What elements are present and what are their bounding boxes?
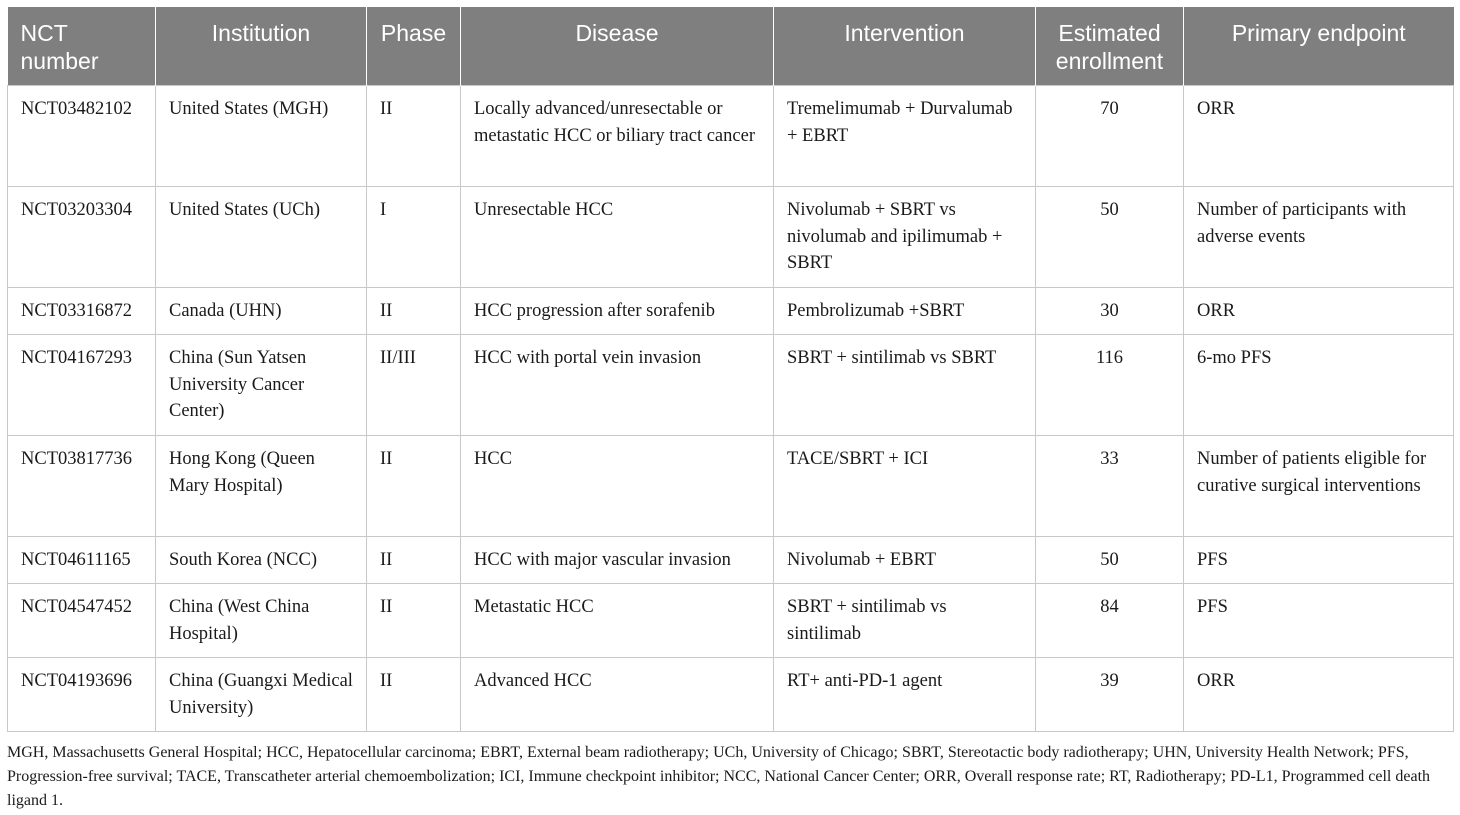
cell-nct-number: NCT04167293 [8, 335, 156, 436]
cell-primary-endpoint: PFS [1184, 584, 1454, 658]
cell-enrollment: 70 [1036, 86, 1184, 187]
cell-intervention: TACE/SBRT + ICI [774, 436, 1036, 537]
cell-phase: II [367, 288, 461, 335]
cell-institution: Canada (UHN) [156, 288, 367, 335]
cell-nct-number: NCT04547452 [8, 584, 156, 658]
cell-enrollment: 39 [1036, 658, 1184, 732]
cell-intervention: Pembrolizumab +SBRT [774, 288, 1036, 335]
cell-nct-number: NCT04193696 [8, 658, 156, 732]
cell-enrollment: 30 [1036, 288, 1184, 335]
cell-institution: Hong Kong (Queen Mary Hospital) [156, 436, 367, 537]
cell-institution: China (Guangxi Medical University) [156, 658, 367, 732]
cell-phase: II [367, 584, 461, 658]
cell-enrollment: 33 [1036, 436, 1184, 537]
cell-disease: HCC with portal vein invasion [461, 335, 774, 436]
table-row [8, 584, 1454, 658]
cell-intervention: RT+ anti-PD-1 agent [774, 658, 1036, 732]
cell-intervention: SBRT + sintilimab vs SBRT [774, 335, 1036, 436]
cell-nct-number: NCT04611165 [8, 537, 156, 584]
cell-phase: II [367, 436, 461, 537]
table-row [8, 658, 1454, 732]
cell-institution: United States (MGH) [156, 86, 367, 187]
cell-primary-endpoint: Number of participants with adverse events [1184, 187, 1454, 288]
header-institution: Institution [156, 7, 367, 86]
cell-enrollment: 84 [1036, 584, 1184, 658]
table-container [7, 7, 1453, 732]
header-disease: Disease [461, 7, 774, 86]
header-phase: Phase [367, 7, 461, 86]
table-row [8, 335, 1454, 436]
cell-disease: HCC [461, 436, 774, 537]
cell-disease: Locally advanced/unresectable or metastatic HCC or biliary tract cancer [461, 86, 774, 187]
cell-intervention: SBRT + sintilimab vs sintilimab [774, 584, 1036, 658]
header-estimated-enrollment: Estimated enrollment [1036, 7, 1184, 86]
cell-phase: I [367, 187, 461, 288]
table-footnote: MGH, Massachusetts General Hospital; HCC, Hepatocellular carcinoma; EBRT, External beam radiotherapy; UCh, University of Chicago; SBRT, Stereotactic body radiotherapy; UHN, University Health Network; PFS, Progression-free survival; TACE, Transcatheter arterial chemoembolization; ICI, Immune checkpoint inhibitor; NCC, National Cancer Center; ORR, Overall response rate; RT, Radiotherapy; PD-L1, Programmed cell death ligand 1. [7, 744, 1431, 809]
cell-disease: Unresectable HCC [461, 187, 774, 288]
table-row [8, 537, 1454, 584]
table-row [8, 86, 1454, 187]
cell-disease: Metastatic HCC [461, 584, 774, 658]
cell-intervention: Nivolumab + EBRT [774, 537, 1036, 584]
header-primary-endpoint: Primary endpoint [1184, 7, 1454, 86]
cell-institution: South Korea (NCC) [156, 537, 367, 584]
cell-disease: Advanced HCC [461, 658, 774, 732]
cell-institution: United States (UCh) [156, 187, 367, 288]
cell-phase: II [367, 658, 461, 732]
cell-primary-endpoint: ORR [1184, 86, 1454, 187]
cell-primary-endpoint: ORR [1184, 658, 1454, 732]
cell-nct-number: NCT03817736 [8, 436, 156, 537]
cell-institution: China (West China Hospital) [156, 584, 367, 658]
cell-enrollment: 50 [1036, 187, 1184, 288]
cell-disease: HCC with major vascular invasion [461, 537, 774, 584]
cell-nct-number: NCT03316872 [8, 288, 156, 335]
cell-nct-number: NCT03203304 [8, 187, 156, 288]
cell-intervention: Nivolumab + SBRT vs nivolumab and ipilimumab + SBRT [774, 187, 1036, 288]
cell-nct-number: NCT03482102 [8, 86, 156, 187]
table-row [8, 436, 1454, 537]
cell-phase: II [367, 86, 461, 187]
cell-primary-endpoint: PFS [1184, 537, 1454, 584]
table-row [8, 187, 1454, 288]
cell-primary-endpoint: 6-mo PFS [1184, 335, 1454, 436]
cell-phase: II [367, 537, 461, 584]
cell-primary-endpoint: Number of patients eligible for curative surgical interventions [1184, 436, 1454, 537]
table-row [8, 288, 1454, 335]
cell-enrollment: 50 [1036, 537, 1184, 584]
header-intervention: Intervention [774, 7, 1036, 86]
cell-institution: China (Sun Yatsen University Cancer Center) [156, 335, 367, 436]
clinical-trials-table [7, 7, 1454, 732]
cell-enrollment: 116 [1036, 335, 1184, 436]
cell-intervention: Tremelimumab + Durvalumab + EBRT [774, 86, 1036, 187]
header-nct-number: NCT number [8, 7, 156, 86]
cell-disease: HCC progression after sorafenib [461, 288, 774, 335]
cell-primary-endpoint: ORR [1184, 288, 1454, 335]
header-row [8, 7, 1454, 86]
cell-phase: II/III [367, 335, 461, 436]
